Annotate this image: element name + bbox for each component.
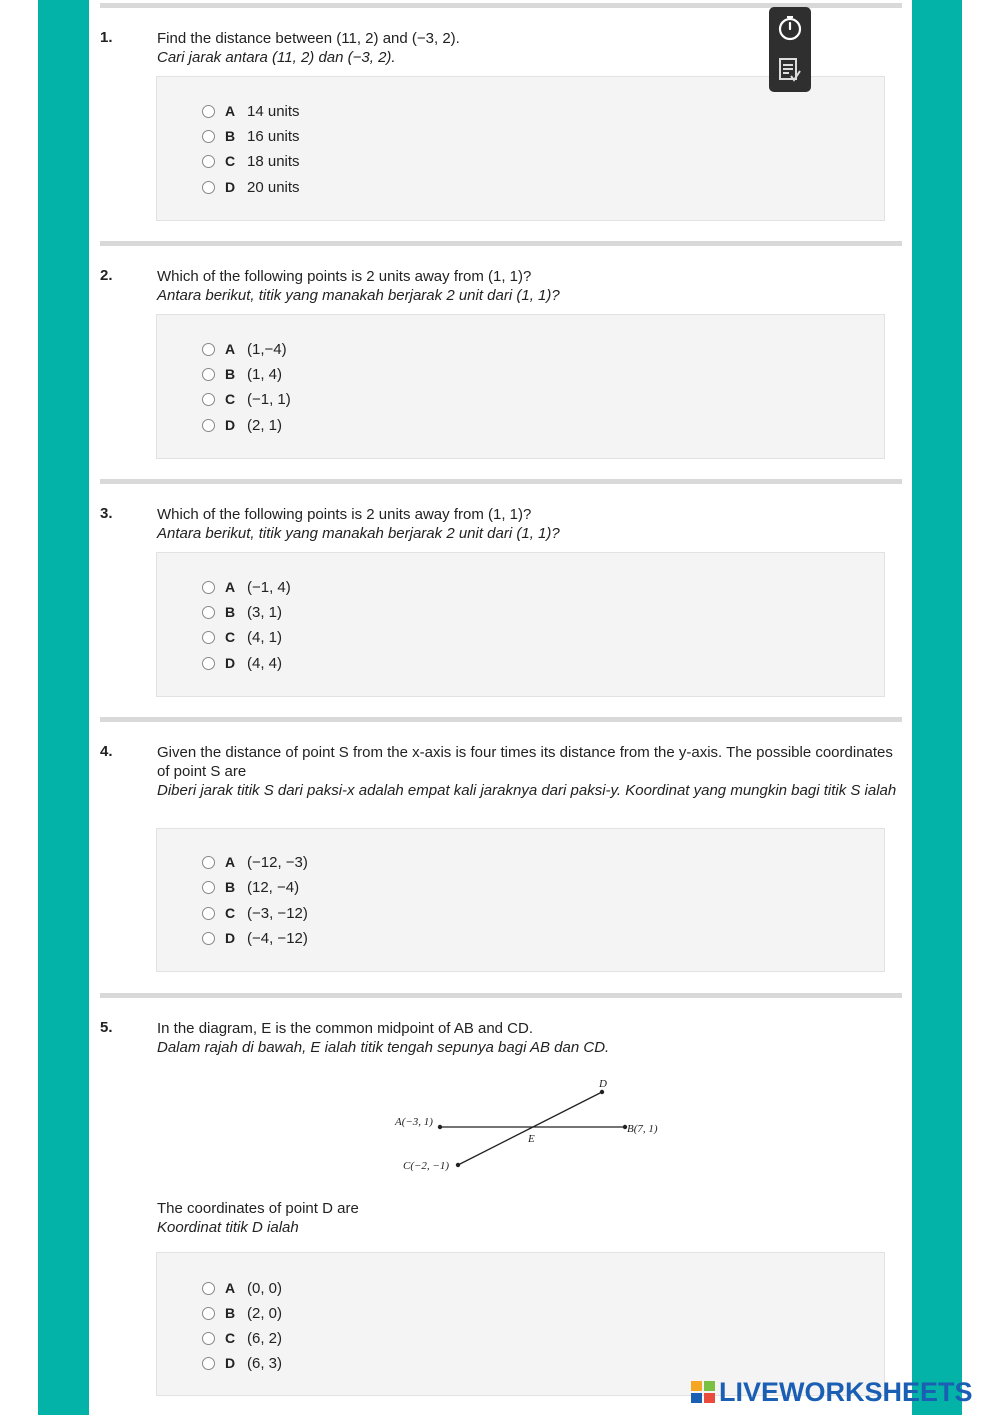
label-d: D: [599, 1078, 607, 1090]
question-text-en: In the diagram, E is the common midpoint of AB and CD.: [157, 1020, 534, 1037]
option-b[interactable]: [202, 602, 282, 622]
option-value: (−1, 1): [247, 390, 291, 408]
radio-button[interactable]: [202, 419, 215, 432]
radio-button[interactable]: [202, 105, 215, 118]
option-b[interactable]: [202, 877, 299, 897]
option-b[interactable]: [202, 126, 300, 146]
question-text-ms: Cari jarak antara (11, 2) dan (−3, 2).: [157, 49, 396, 66]
label-b: B(7, 1): [627, 1123, 658, 1135]
option-c[interactable]: [202, 389, 291, 409]
option-d[interactable]: [202, 415, 282, 435]
question-text-en: Which of the following points is 2 units away from (1, 1)?: [157, 506, 532, 523]
option-value: 18 units: [247, 152, 300, 170]
radio-button[interactable]: [202, 1332, 215, 1345]
question-text: [157, 743, 897, 800]
radio-button[interactable]: [202, 393, 215, 406]
option-letter: D: [225, 655, 236, 671]
question-divider: [100, 479, 902, 484]
question-text: [157, 1019, 897, 1057]
radio-button[interactable]: [202, 368, 215, 381]
options-panel: [156, 1252, 885, 1396]
option-letter: A: [225, 854, 236, 870]
option-value: (−1, 4): [247, 578, 291, 596]
option-c[interactable]: [202, 151, 300, 171]
radio-button[interactable]: [202, 881, 215, 894]
options-panel: [156, 76, 885, 221]
radio-button[interactable]: [202, 155, 215, 168]
option-value: (−3, −12): [247, 904, 308, 922]
option-value: (2, 1): [247, 416, 283, 434]
question-text: [157, 267, 897, 305]
question-number: 2.: [100, 267, 113, 284]
question-number: 5.: [100, 1019, 113, 1036]
right-border: [912, 0, 962, 1415]
option-b[interactable]: [202, 364, 282, 384]
option-value: (0, 0): [247, 1279, 283, 1297]
radio-button[interactable]: [202, 932, 215, 945]
options-panel: [156, 552, 885, 697]
point-c: [456, 1163, 460, 1167]
question-number: 3.: [100, 505, 113, 522]
option-c[interactable]: [202, 1328, 282, 1348]
option-letter: C: [225, 1330, 236, 1346]
liveworksheets-logo: [690, 1377, 973, 1407]
option-letter: D: [225, 179, 236, 195]
option-value: (−12, −3): [247, 853, 308, 871]
point-a: [438, 1125, 442, 1129]
left-border: [38, 0, 89, 1415]
option-value: (1,−4): [247, 340, 287, 358]
question-divider: [100, 241, 902, 246]
radio-button[interactable]: [202, 181, 215, 194]
question-text-ms: Antara berikut, titik yang manakah berjarak 2 unit dari (1, 1)?: [157, 287, 560, 304]
option-letter: A: [225, 1280, 236, 1296]
option-value: 16 units: [247, 127, 300, 145]
options-panel: [156, 828, 885, 972]
option-letter: A: [225, 341, 236, 357]
logo-text: LIVEWORKSHEETS: [719, 1376, 973, 1407]
question-text-en: Which of the following points is 2 units away from (1, 1)?: [157, 268, 532, 285]
option-a[interactable]: [202, 339, 287, 359]
question-number: 4.: [100, 743, 113, 760]
question-divider: [100, 717, 902, 722]
option-value: (−4, −12): [247, 929, 308, 947]
label-e: E: [528, 1133, 535, 1145]
option-letter: B: [225, 879, 236, 895]
question-followup-ms: Koordinat titik D ialah: [157, 1219, 299, 1236]
label-c: C(−2, −1): [403, 1160, 450, 1172]
radio-button[interactable]: [202, 1282, 215, 1295]
point-d: [600, 1090, 604, 1094]
question-text-ms: Dalam rajah di bawah, E ialah titik tengah sepunya bagi AB dan CD.: [157, 1039, 610, 1056]
option-a[interactable]: [202, 101, 300, 121]
option-letter: C: [225, 629, 236, 645]
question-followup-en: The coordinates of point D are: [157, 1200, 359, 1217]
option-d[interactable]: [202, 1353, 282, 1373]
radio-button[interactable]: [202, 606, 215, 619]
radio-button[interactable]: [202, 581, 215, 594]
question-number: 1.: [100, 29, 113, 46]
question-text-en: Given the distance of point S from the x-axis is four times its distance from the y-axis. The possible coordinates of point S are: [157, 744, 893, 780]
midpoint-diagram: [380, 1070, 680, 1180]
question-text: [157, 505, 897, 543]
option-value: (12, −4): [247, 878, 300, 896]
option-value: (6, 3): [247, 1354, 283, 1372]
logo-mark-icon: [690, 1380, 716, 1404]
radio-button[interactable]: [202, 907, 215, 920]
radio-button[interactable]: [202, 130, 215, 143]
radio-button[interactable]: [202, 1357, 215, 1370]
radio-button[interactable]: [202, 1307, 215, 1320]
option-letter: A: [225, 579, 236, 595]
question-followup: [157, 1199, 897, 1237]
option-value: (6, 2): [247, 1329, 283, 1347]
options-panel: [156, 314, 885, 459]
option-value: (1, 4): [247, 365, 283, 383]
option-letter: C: [225, 391, 236, 407]
review-icon[interactable]: [778, 57, 802, 83]
option-letter: D: [225, 930, 236, 946]
option-letter: C: [225, 905, 236, 921]
timer-icon[interactable]: [777, 15, 803, 41]
radio-button[interactable]: [202, 657, 215, 670]
question-text-en: Find the distance between (11, 2) and (−3, 2).: [157, 30, 460, 47]
option-c[interactable]: [202, 627, 282, 647]
option-d[interactable]: [202, 177, 300, 197]
question-text-ms: Antara berikut, titik yang manakah berjarak 2 unit dari (1, 1)?: [157, 525, 560, 542]
radio-button[interactable]: [202, 631, 215, 644]
label-a: A(−3, 1): [395, 1116, 433, 1128]
floating-toolbar: [769, 7, 811, 92]
option-value: 20 units: [247, 178, 300, 196]
radio-button[interactable]: [202, 856, 215, 869]
option-letter: B: [225, 1305, 236, 1321]
option-a[interactable]: [202, 577, 291, 597]
option-value: (2, 0): [247, 1304, 283, 1322]
option-letter: B: [225, 604, 236, 620]
option-letter: B: [225, 366, 236, 382]
option-value: (4, 4): [247, 654, 283, 672]
option-value: 14 units: [247, 102, 300, 120]
option-d[interactable]: [202, 928, 308, 948]
option-d[interactable]: [202, 653, 282, 673]
option-value: (4, 1): [247, 628, 283, 646]
option-a[interactable]: [202, 852, 308, 872]
option-a[interactable]: [202, 1278, 282, 1298]
option-c[interactable]: [202, 903, 308, 923]
radio-button[interactable]: [202, 343, 215, 356]
option-b[interactable]: [202, 1303, 282, 1323]
option-letter: D: [225, 1355, 236, 1371]
option-letter: B: [225, 128, 236, 144]
option-value: (3, 1): [247, 603, 283, 621]
option-letter: D: [225, 417, 236, 433]
option-letter: C: [225, 153, 236, 169]
line-cd: [458, 1092, 602, 1165]
question-divider: [100, 993, 902, 998]
question-text-ms: Diberi jarak titik S dari paksi-x adalah empat kali jaraknya dari paksi-y. Koordinat yang mungkin bagi titik S ialah: [157, 782, 897, 799]
option-letter: A: [225, 103, 236, 119]
